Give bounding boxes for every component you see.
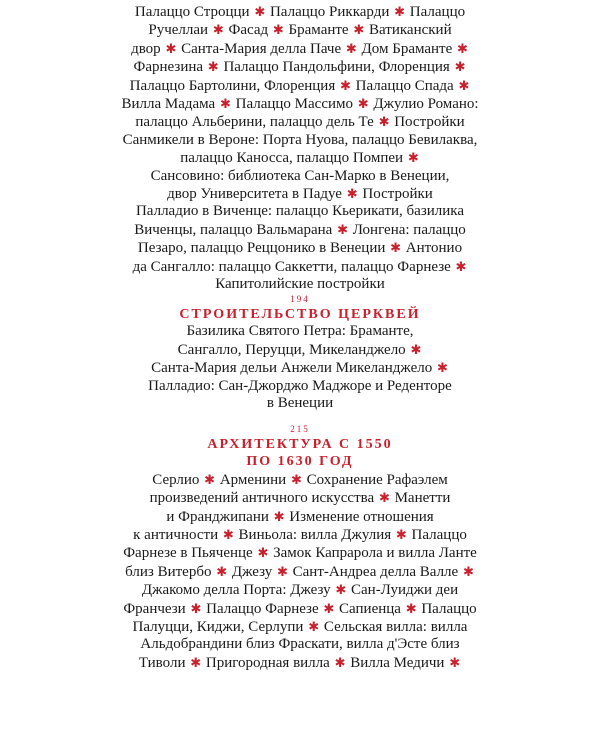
asterisk-separator-icon: ✱ (353, 22, 365, 38)
asterisk-separator-icon: ✱ (462, 563, 474, 579)
toc-line: к античности ✱ Виньола: вилла Джулия ✱ Палаццо (133, 527, 467, 544)
toc-line: двор ✱ Санта-Мария делла Паче ✱ Дом Браманте ✱ (131, 40, 468, 57)
toc-line: Фарнезе в Пьяченце ✱ Замок Капрарола и вилла Ланте (123, 545, 477, 562)
asterisk-separator-icon: ✱ (216, 563, 228, 579)
toc-section-continued (100, 3, 500, 294)
asterisk-separator-icon: ✱ (436, 360, 448, 376)
toc-line: Франчези ✱ Палаццо Фарнезе ✱ Сапиенца ✱ Палаццо (123, 600, 477, 617)
asterisk-separator-icon: ✱ (449, 654, 461, 670)
toc-line: Палладио в Виченце: палаццо Кьерикати, базилика (135, 203, 465, 220)
toc-line: Капитолийские постройки (215, 276, 385, 293)
asterisk-separator-icon: ✱ (222, 527, 234, 543)
toc-line: близ Витербо ✱ Джезу ✱ Сант-Андреа делла Валле ✱ (125, 563, 474, 580)
asterisk-separator-icon: ✱ (190, 654, 202, 670)
asterisk-separator-icon: ✱ (357, 96, 369, 112)
asterisk-separator-icon: ✱ (454, 59, 466, 75)
toc-line: произведений античного искусства ✱ Манетти (149, 490, 451, 507)
toc-section-architecture-1550-1630 (100, 422, 500, 672)
toc-line: Базилика Святого Петра: Браманте, (186, 323, 414, 340)
asterisk-separator-icon: ✱ (345, 40, 357, 56)
toc-line: Серлио ✱ Арменини ✱ Сохранение Рафаэлем (152, 471, 448, 488)
toc-line: Сангалло, Перуцци, Микеланджело ✱ (177, 341, 422, 358)
toc-section-church-building (100, 292, 500, 412)
asterisk-separator-icon: ✱ (395, 527, 407, 543)
asterisk-separator-icon: ✱ (458, 77, 470, 93)
asterisk-separator-icon: ✱ (254, 4, 266, 19)
toc-line: Джакомо делла Порта: Джезу ✱ Сан-Луиджи деи (141, 582, 459, 599)
asterisk-separator-icon: ✱ (457, 40, 468, 56)
asterisk-separator-icon: ✱ (346, 186, 358, 202)
section-heading: СТРОИТЕЛЬСТВО ЦЕРКВЕЙ (179, 307, 421, 322)
asterisk-separator-icon: ✱ (212, 22, 224, 38)
asterisk-separator-icon: ✱ (290, 471, 302, 487)
toc-line: Палуцци, Киджи, Серлупи ✱ Сельская вилла: вилла (132, 619, 468, 636)
toc-line: в Венеции (266, 395, 334, 412)
asterisk-separator-icon: ✱ (276, 563, 288, 579)
asterisk-separator-icon: ✱ (337, 221, 348, 237)
toc-line: Палаццо Бартолини, Флоренция ✱ Палаццо Спада ✱ (129, 77, 470, 94)
asterisk-separator-icon: ✱ (273, 508, 285, 524)
toc-line: Санмикели в Вероне: Порта Нуова, палаццо Бевилаква, (122, 131, 478, 148)
section-heading: ПО 1630 ГОД (246, 454, 354, 470)
asterisk-separator-icon: ✱ (410, 341, 422, 357)
toc-line: Палладио: Сан-Джорджо Маджоре и Реденторе (148, 377, 452, 394)
toc-line: Сансовино: библиотека Сан-Марко в Венеции, (150, 167, 450, 184)
toc-line: Санта-Мария дельи Анжели Микеланджело ✱ (151, 360, 448, 377)
asterisk-separator-icon: ✱ (165, 40, 177, 56)
section-page-number: 194 (290, 294, 310, 304)
asterisk-separator-icon: ✱ (394, 4, 406, 19)
toc-line: Ручеллаи ✱ Фасад ✱ Браманте ✱ Ватиканский (148, 22, 452, 39)
toc-line: Альдобрандини близ Фраскати, вилла д'Эсте близ (140, 636, 460, 653)
toc-line: двор Университета в Падуе ✱ Постройки (167, 186, 433, 203)
asterisk-separator-icon: ✱ (190, 600, 202, 616)
toc-line: Фарнезина ✱ Палаццо Пандольфини, Флоренция ✱ (133, 59, 466, 76)
section-page-number: 215 (290, 424, 310, 434)
toc-line: палаццо Каносса, палаццо Помпеи ✱ (180, 150, 419, 167)
toc-line: да Сангалло: палаццо Саккетти, палаццо Фарнезе ✱ (132, 258, 467, 275)
asterisk-separator-icon: ✱ (257, 545, 269, 561)
asterisk-separator-icon: ✱ (378, 114, 390, 130)
asterisk-separator-icon: ✱ (390, 240, 402, 256)
toc-line: Пезаро, палаццо Реццонико в Венеции ✱ Антонио (137, 240, 463, 257)
asterisk-separator-icon: ✱ (219, 96, 231, 112)
toc-line: и Франджипани ✱ Изменение отношения (166, 508, 434, 525)
asterisk-separator-icon: ✱ (334, 654, 346, 670)
asterisk-separator-icon: ✱ (405, 600, 417, 616)
asterisk-separator-icon: ✱ (378, 490, 390, 506)
asterisk-separator-icon: ✱ (323, 600, 335, 616)
asterisk-separator-icon: ✱ (339, 77, 351, 93)
asterisk-separator-icon: ✱ (308, 619, 320, 635)
toc-line: Палаццо Строцци ✱ Палаццо Риккарди ✱ Палаццо (134, 4, 466, 20)
asterisk-separator-icon: ✱ (207, 59, 219, 75)
asterisk-separator-icon: ✱ (335, 582, 347, 598)
toc-line: палаццо Альберини, палаццо дель Те ✱ Постройки (135, 114, 465, 131)
toc-line: Вилла Мадама ✱ Палаццо Массимо ✱ Джулио Романо: (121, 96, 479, 113)
asterisk-separator-icon: ✱ (204, 471, 216, 487)
asterisk-separator-icon: ✱ (407, 150, 419, 166)
asterisk-separator-icon: ✱ (272, 22, 284, 38)
toc-line: Тиволи ✱ Пригородная вилла ✱ Вилла Медичи ✱ (138, 654, 461, 671)
toc-line: Виченцы, палаццо Вальмарана ✱ Лонгена: палаццо (134, 221, 466, 238)
section-heading: АРХИТЕКТУРА С 1550 (207, 437, 393, 452)
asterisk-separator-icon: ✱ (455, 258, 467, 274)
